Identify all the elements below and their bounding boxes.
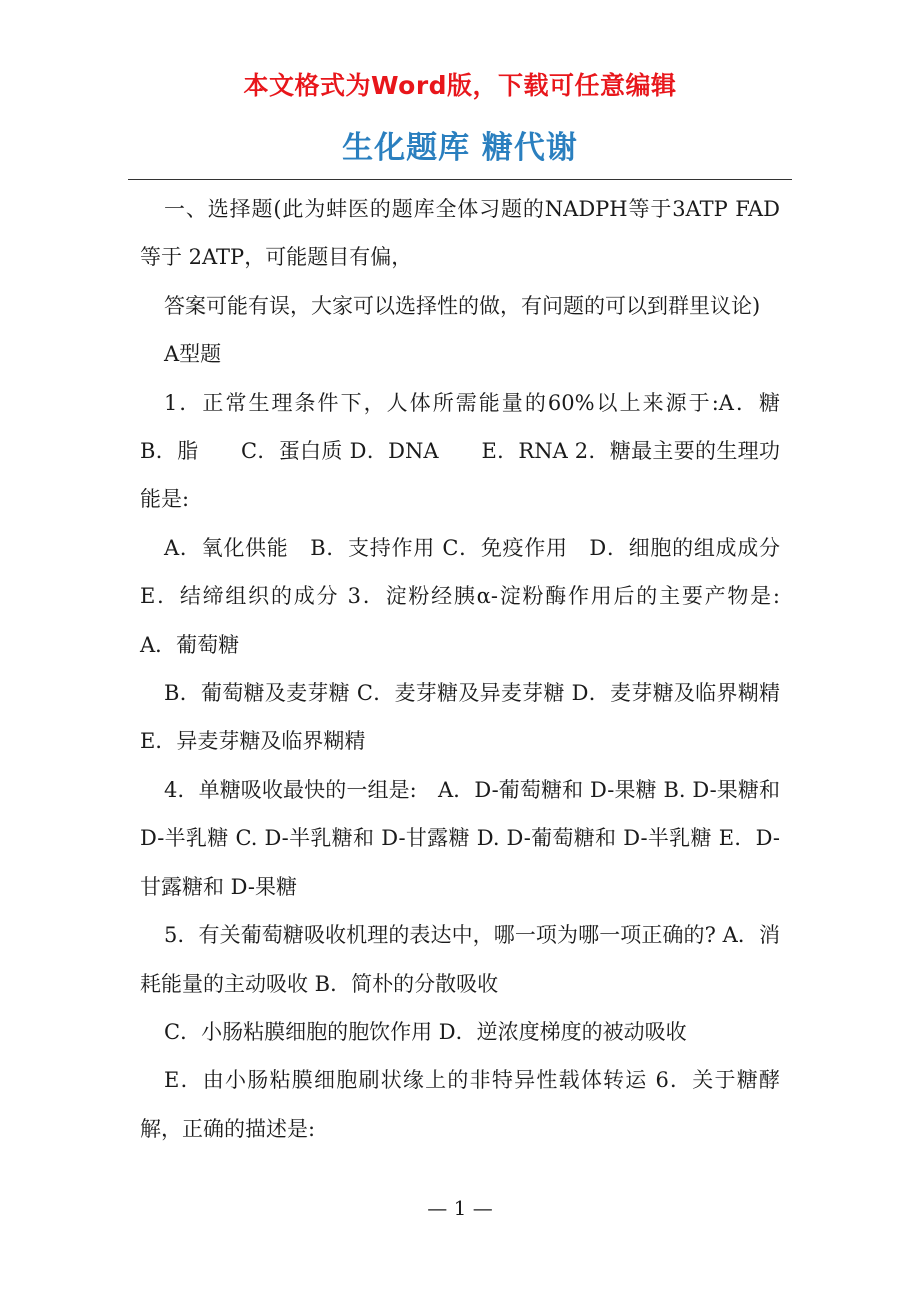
question-4: 4．单糖吸收最快的一组是: A．D-葡萄糖和 D-果糖 B. D-果糖和 D-半乳糖 C. D-半乳糖和 D-甘露糖 D. D-葡萄糖和 D-半乳糖 E．D-甘露糖和 D-果糖 — [140, 777, 780, 899]
section-heading-a-type: A型题 — [164, 342, 222, 367]
page-number: — 1 — — [427, 1196, 493, 1220]
word-format-banner: 本文格式为Word版，下载可任意编辑 — [243, 71, 677, 100]
paragraph-intro: 一、选择题(此为蚌医的题库全体习题的NADPH等于3ATP FAD 等于 2ATP，可能题目有偏， — [140, 197, 780, 270]
header-divider — [128, 179, 792, 180]
paragraph-disclaimer: 答案可能有误，大家可以选择性的做，有问题的可以到群里议论) — [164, 293, 761, 318]
document-title: 生化题库 糖代谢 — [342, 130, 578, 166]
question-5-options-cd: C．小肠粘膜细胞的胞饮作用 D．逆浓度梯度的被动吸收 — [164, 1019, 687, 1044]
question-5-option-e: E．由小肠粘膜细胞刷状缘上的非特异性载体转运 6．关于糖酵解，正确的描述是: — [140, 1068, 780, 1141]
question-2-options: A．氧化供能 B．支持作用 C．免疫作用 D．细胞的组成成分 E．结缔组织的成分 3．淀粉经胰α-淀粉酶作用后的主要产物是: A．葡萄糖 — [140, 535, 801, 657]
question-1: 1．正常生理条件下，人体所需能量的60%以上来源于:A．糖 B．脂 C．蛋白质 D．DNA E．RNA 2．糖最主要的生理功能是: — [140, 390, 822, 512]
question-3-options: B．葡萄糖及麦芽糖 C．麦芽糖及异麦芽糖 D．麦芽糖及临界糊精 E．异麦芽糖及临界糊精 — [140, 681, 780, 754]
document-body — [140, 185, 822, 1153]
question-5: 5．有关葡萄糖吸收机理的表达中，哪一项为哪一项正确的? A．消耗能量的主动吸收 B．简朴的分散吸收 — [140, 923, 780, 996]
